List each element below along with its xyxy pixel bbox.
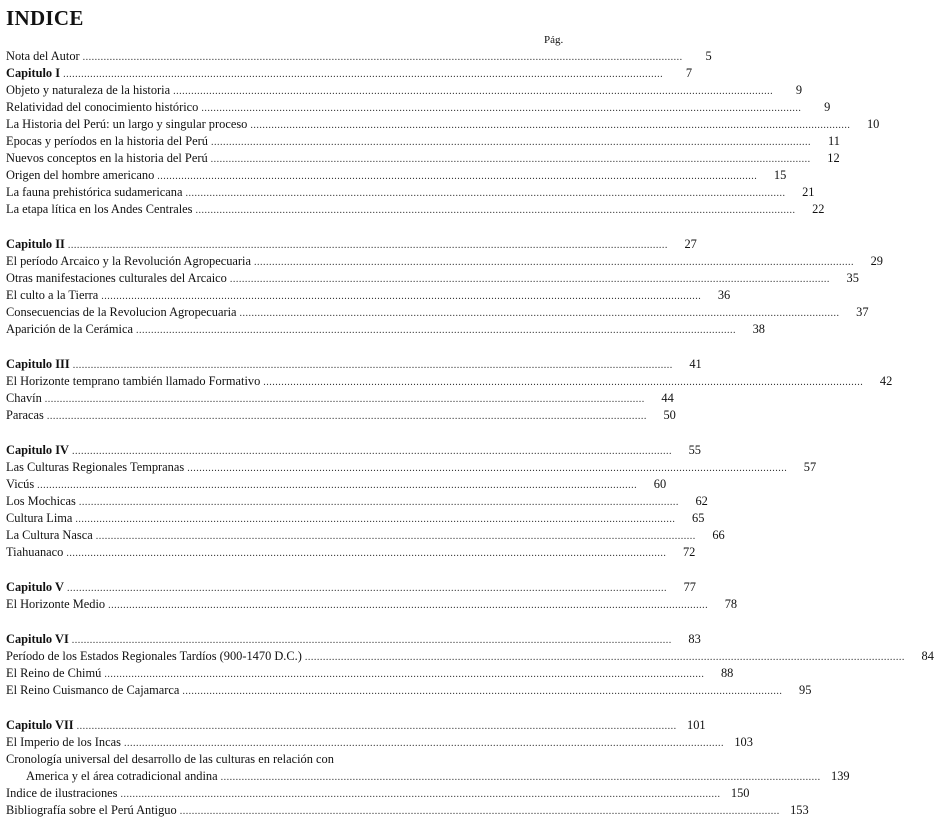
toc-entry-title: Origen del hombre americano xyxy=(6,168,155,182)
toc-chapter-heading xyxy=(6,236,697,253)
toc-entry-title: Las Culturas Regionales Tempranas xyxy=(6,460,185,474)
toc-entry xyxy=(6,665,734,682)
toc-entry-title: Capitulo V xyxy=(6,580,64,594)
toc-page-number: 66 xyxy=(712,528,725,542)
toc-page-number: 139 xyxy=(831,769,850,783)
dot-leader: ........................................................................................................................................................................................................ xyxy=(263,377,864,388)
dot-leader: ........................................................................................................................................................................................................ xyxy=(63,69,664,80)
toc-page-number: 65 xyxy=(692,511,705,525)
toc-entry xyxy=(6,201,825,218)
toc-page-number: 153 xyxy=(790,803,809,817)
toc-page-number: 84 xyxy=(921,649,934,663)
toc-entry-title: Capitulo VII xyxy=(6,718,74,732)
dot-leader: ........................................................................................................................................................................................................ xyxy=(82,52,683,63)
toc-entry xyxy=(6,459,817,476)
toc-chapter-heading xyxy=(6,65,693,82)
dot-leader: ........................................................................................................................................................................................................ xyxy=(157,171,758,182)
toc-entry xyxy=(6,596,738,613)
toc-page-number: 9 xyxy=(824,100,831,114)
toc-entry xyxy=(6,785,750,802)
toc-entry-title: Consecuencias de la Revolucion Agropecuaria xyxy=(6,305,237,319)
toc-page-number: 11 xyxy=(828,134,840,148)
toc-entry-title: Nuevos conceptos en la historia del Perú xyxy=(6,151,208,165)
toc-page-number: 72 xyxy=(682,545,696,559)
toc-entry-title: Nota del Autor xyxy=(6,49,80,63)
toc-entry-title: Capitulo IV xyxy=(6,443,69,457)
dot-leader: ........................................................................................................................................................................................................ xyxy=(67,240,668,251)
dot-leader: ........................................................................................................................................................................................................ xyxy=(72,446,672,457)
toc-entry-title: Capitulo II xyxy=(6,237,65,251)
toc-entry xyxy=(6,768,850,785)
toc-page-number: 5 xyxy=(705,49,712,63)
toc-entry-title: Epocas y períodos en la historia del Perú xyxy=(6,134,208,148)
toc-entry xyxy=(6,493,708,510)
toc-page-number: 38 xyxy=(752,322,765,336)
toc-page-number: 103 xyxy=(734,735,753,749)
dot-leader: ........................................................................................................................................................................................................ xyxy=(229,274,830,285)
dot-leader: ........................................................................................................................................................................................................ xyxy=(66,548,667,559)
dot-leader: ........................................................................................................................................................................................................ xyxy=(201,103,802,114)
toc-entry-title: Indice de ilustraciones xyxy=(6,786,118,800)
toc-chapter-heading xyxy=(6,356,702,373)
toc-entry-title: Bibliografía sobre el Perú Antiguo xyxy=(6,803,177,817)
dot-leader: ........................................................................................................................................................................................................ xyxy=(72,360,673,371)
toc-entry xyxy=(6,734,753,751)
dot-leader: ........................................................................................................................................................................................................ xyxy=(253,257,854,268)
toc-entry-title: La Cultura Nasca xyxy=(6,528,93,542)
toc-page-number: 83 xyxy=(688,632,701,646)
toc-page-number: 60 xyxy=(653,477,667,491)
dot-leader: ........................................................................................................................................................................................................ xyxy=(173,86,774,97)
dot-leader: ........................................................................................................................................................................................................ xyxy=(135,325,736,336)
toc-entry-title: La etapa lítica en los Andes Centrales xyxy=(6,202,193,216)
toc-page-number: 15 xyxy=(773,168,787,182)
toc-entry-title: La Historia del Perú: un largo y singular proceso xyxy=(6,117,248,131)
toc-entry-title: Cronología universal del desarrollo de las culturas en relación con xyxy=(6,752,334,766)
toc-entry xyxy=(6,184,815,201)
toc-page-number: 35 xyxy=(846,271,859,285)
toc-chapter-heading xyxy=(6,631,701,648)
toc-entry-title: Los Mochicas xyxy=(6,494,76,508)
toc-entry-title: El Horizonte Medio xyxy=(6,597,106,611)
toc-entry-title: El Reino de Chimú xyxy=(6,666,102,680)
dot-leader: ........................................................................................................................................................................................................ xyxy=(220,772,821,783)
toc-entry-title: La fauna prehistórica sudamericana xyxy=(6,185,183,199)
dot-leader: ........................................................................................................................................................................................................ xyxy=(75,514,676,525)
toc-page-number: 42 xyxy=(879,374,893,388)
toc-entry-title: Otras manifestaciones culturales del Arcaico xyxy=(6,271,227,285)
toc-page-number: 77 xyxy=(683,580,696,594)
toc-entry xyxy=(6,133,840,150)
toc-entry-title: Cultura Lima xyxy=(6,511,73,525)
toc-page-number: 88 xyxy=(720,666,734,680)
toc-entry xyxy=(6,82,803,99)
toc-entry xyxy=(6,99,831,116)
toc-entry-title: El período Arcaico y la Revolución Agropecuaria xyxy=(6,254,251,268)
toc-entry xyxy=(6,270,859,287)
toc-entry xyxy=(6,527,725,544)
dot-leader: ........................................................................................................................................................................................................ xyxy=(250,120,851,131)
toc-entry xyxy=(6,476,667,493)
dot-leader: ........................................................................................................................................................................................................ xyxy=(46,411,647,422)
toc-entry-title: Relatividad del conocimiento histórico xyxy=(6,100,199,114)
toc-chapter-heading xyxy=(6,442,701,459)
toc-entry-title: Período de los Estados Regionales Tardíos (900-1470 D.C.) xyxy=(6,649,302,663)
toc-entry-title: America y el área cotradicional andina xyxy=(26,769,218,783)
dot-leader: ........................................................................................................................................................................................................ xyxy=(101,291,702,302)
toc-page-number: 95 xyxy=(799,683,812,697)
dot-leader: ........................................................................................................................................................................................................ xyxy=(187,463,788,474)
toc-entry xyxy=(6,682,812,699)
toc-entry xyxy=(6,287,731,304)
toc-entry xyxy=(6,321,765,338)
toc-entry-title: Tiahuanaco xyxy=(6,545,64,559)
dot-leader: ........................................................................................................................................................................................................ xyxy=(195,205,796,216)
dot-leader: ........................................................................................................................................................................................................ xyxy=(104,669,705,680)
dot-leader: ........................................................................................................................................................................................................ xyxy=(37,480,638,491)
dot-leader: ........................................................................................................................................................................................................ xyxy=(210,137,811,148)
toc-entry xyxy=(6,116,880,133)
toc-page-number: 37 xyxy=(856,305,869,319)
toc-entry-title: Vicús xyxy=(6,477,35,491)
toc-page-number: 36 xyxy=(717,288,731,302)
toc-page-number: 27 xyxy=(684,237,697,251)
toc-page-number: 9 xyxy=(795,83,803,97)
dot-leader: ........................................................................................................................................................................................................ xyxy=(179,806,780,817)
toc-entry xyxy=(6,373,893,390)
toc-page-number: 21 xyxy=(802,185,815,199)
toc-page-number: 55 xyxy=(688,443,701,457)
toc-page-number: 22 xyxy=(812,202,825,216)
toc-page-number: 62 xyxy=(695,494,708,508)
toc-entry xyxy=(6,648,934,665)
toc-entry-title: Aparición de la Cerámica xyxy=(6,322,133,336)
toc-entry xyxy=(6,150,840,167)
toc-entry xyxy=(6,253,883,270)
dot-leader: ........................................................................................................................................................................................................ xyxy=(239,308,840,319)
dot-leader: ........................................................................................................................................................................................................ xyxy=(210,154,811,165)
toc-entry xyxy=(6,167,787,184)
toc-page-number: 150 xyxy=(730,786,750,800)
toc-page-number: 44 xyxy=(661,391,674,405)
dot-leader: ........................................................................................................................................................................................................ xyxy=(71,635,672,646)
toc-entry xyxy=(6,304,869,321)
toc-entry xyxy=(6,751,572,768)
toc-entry-title: El Horizonte temprano también llamado Formativo xyxy=(6,374,261,388)
toc-page-number: 10 xyxy=(866,117,880,131)
toc-entry-title: Objeto y naturaleza de la historia xyxy=(6,83,171,97)
dot-leader: ........................................................................................................................................................................................................ xyxy=(120,789,721,800)
toc-chapter-heading xyxy=(6,579,696,596)
toc-entry xyxy=(6,48,712,65)
toc-entry xyxy=(6,544,696,561)
toc-entry-title: Paracas xyxy=(6,408,44,422)
toc-page-number: 57 xyxy=(803,460,817,474)
dot-leader: ........................................................................................................................................................................................................ xyxy=(44,394,645,405)
dot-leader: ........................................................................................................................................................................................................ xyxy=(78,497,679,508)
toc-entry xyxy=(6,407,676,424)
toc-entry-title: El Reino Cuismanco de Cajamarca xyxy=(6,683,180,697)
toc-entry xyxy=(6,390,674,407)
dot-leader: ........................................................................................................................................................................................................ xyxy=(95,531,696,542)
toc-page-number: 101 xyxy=(687,718,706,732)
toc-entry-title: Capitulo I xyxy=(6,66,61,80)
dot-leader: ........................................................................................................................................................................................................ xyxy=(304,652,905,663)
toc-entry-title: El culto a la Tierra xyxy=(6,288,99,302)
toc-page-number: 41 xyxy=(689,357,702,371)
toc-entry-title: Capitulo III xyxy=(6,357,70,371)
dot-leader: ........................................................................................................................................................................................................ xyxy=(108,600,709,611)
page-column-label: Pág. xyxy=(544,34,564,46)
dot-leader: ........................................................................................................................................................................................................ xyxy=(182,686,783,697)
dot-leader: ........................................................................................................................................................................................................ xyxy=(66,583,667,594)
toc-chapter-heading xyxy=(6,717,706,734)
dot-leader: ........................................................................................................................................................................................................ xyxy=(76,721,677,732)
toc-entry-title: El Imperio de los Incas xyxy=(6,735,121,749)
toc-entry xyxy=(6,510,705,527)
toc-page-number: 12 xyxy=(827,151,840,165)
toc-entry xyxy=(6,802,809,819)
toc-page-number: 50 xyxy=(663,408,676,422)
toc-entry-title: Capitulo VI xyxy=(6,632,69,646)
toc-page-number: 7 xyxy=(685,66,693,80)
toc-page-number: 78 xyxy=(724,597,738,611)
page-title: INDICE xyxy=(6,6,84,30)
dot-leader: ........................................................................................................................................................................................................ xyxy=(123,738,724,749)
table-of-contents xyxy=(6,48,934,819)
toc-page-number: 29 xyxy=(870,254,883,268)
toc-entry-title: Chavín xyxy=(6,391,42,405)
dot-leader: ........................................................................................................................................................................................................ xyxy=(185,188,786,199)
